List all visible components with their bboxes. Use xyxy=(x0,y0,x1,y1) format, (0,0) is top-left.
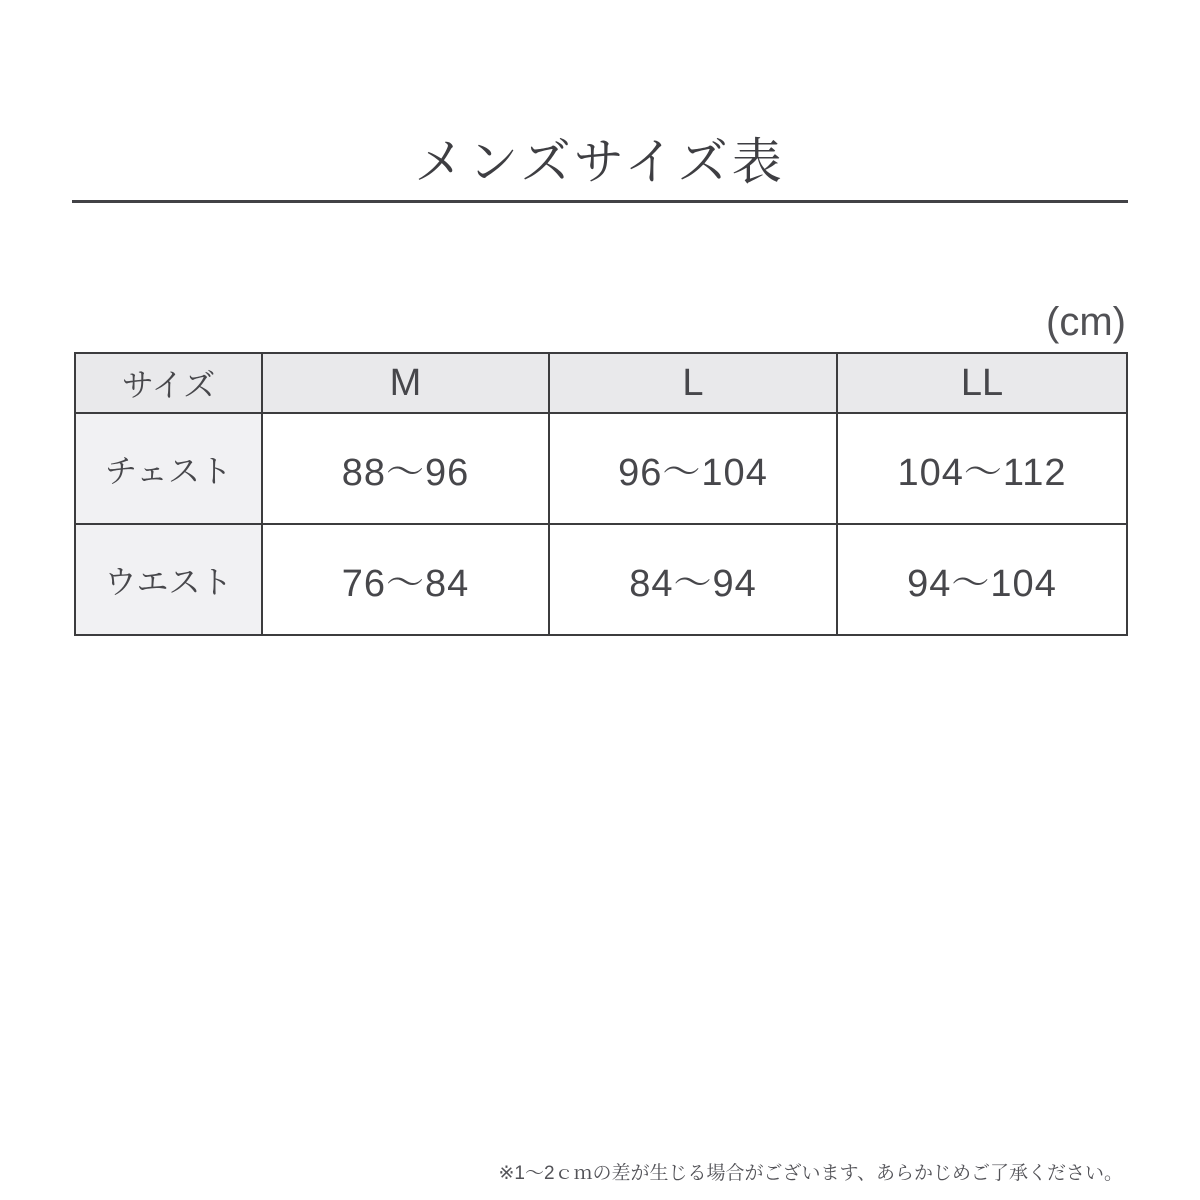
title-underline xyxy=(72,200,1128,203)
cell-chest-ll: 104〜112 xyxy=(837,413,1127,524)
col-header-size: サイズ xyxy=(75,353,262,413)
col-header-ll: LL xyxy=(837,353,1127,413)
page-title: メンズサイズ表 xyxy=(414,134,786,190)
cell-waist-l: 84〜94 xyxy=(549,524,837,635)
table-row-waist xyxy=(75,524,1127,635)
row-header-chest: チェスト xyxy=(75,413,262,524)
header-row xyxy=(75,353,1127,413)
mens-size-table xyxy=(74,352,1128,636)
cell-chest-m: 88〜96 xyxy=(262,413,549,524)
col-header-l: L xyxy=(549,353,837,413)
unit-label-cm: (cm) xyxy=(1046,300,1126,344)
cell-waist-m: 76〜84 xyxy=(262,524,549,635)
cell-chest-l: 96〜104 xyxy=(549,413,837,524)
footnote-tolerance-note: ※1〜2ｃｍの差が生じる場合がございます、あらかじめご了承ください。 xyxy=(498,1163,1123,1184)
col-header-m: M xyxy=(262,353,549,413)
table-row-chest xyxy=(75,413,1127,524)
row-header-waist: ウエスト xyxy=(75,524,262,635)
cell-waist-ll: 94〜104 xyxy=(837,524,1127,635)
